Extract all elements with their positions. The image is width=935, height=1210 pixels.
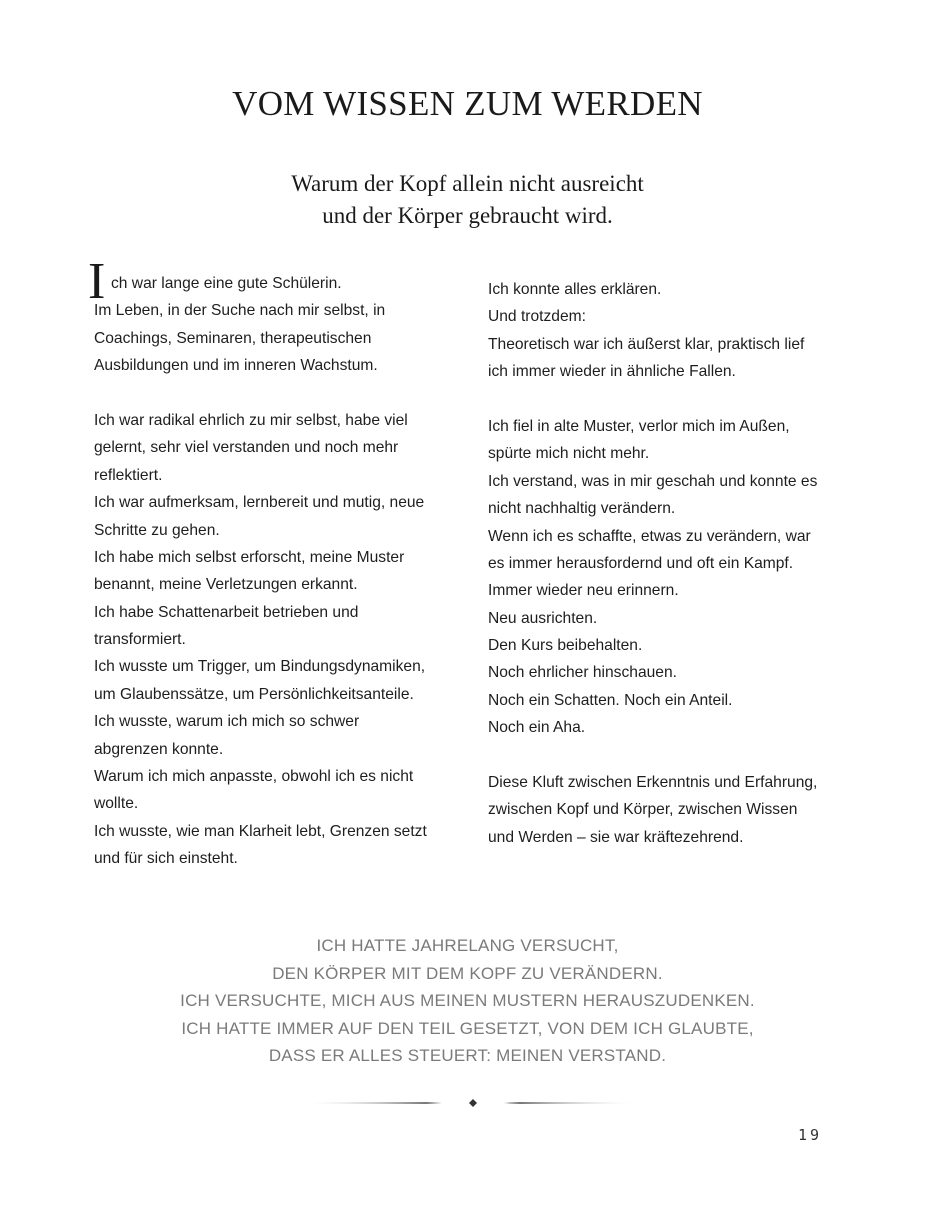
left-text-line: Coachings, Seminaren, therapeutischen	[94, 329, 372, 347]
drop-cap: I	[88, 253, 106, 310]
first-line	[88, 253, 456, 310]
left-text-line: reflektiert.	[94, 466, 163, 484]
left-text-line: Ich wusste, warum ich mich so schwer	[94, 713, 360, 731]
quote-line: ICH HATTE IMMER AUF DEN TEIL GESETZT, VON DEM ICH GLAUBTE,	[181, 1018, 754, 1038]
first-line-text: ch war lange eine gute Schülerin.	[111, 275, 342, 292]
diamond-divider-icon	[296, 1094, 648, 1112]
right-text-line: Immer wieder neu erinnern.	[488, 582, 679, 600]
left-text-line: Ausbildungen und im inneren Wachstum.	[94, 357, 378, 375]
right-paragraph-gap	[488, 386, 848, 413]
right-text-line: Noch ein Schatten. Noch ein Anteil.	[488, 691, 733, 709]
right-text-line: es immer herausfordernd und oft ein Kampf.	[488, 554, 794, 572]
right-text-line: Den Kurs beibehalten.	[488, 637, 643, 655]
right-text-line: Noch ein Aha.	[488, 719, 586, 737]
pull-quote	[0, 932, 935, 1070]
left-text-line: um Glaubenssätze, um Persönlichkeitsanteile.	[94, 685, 414, 703]
left-text-line: wollte.	[94, 795, 139, 813]
left-text-line: und für sich einsteht.	[94, 850, 238, 868]
right-text-line: Noch ehrlicher hinschauen.	[488, 664, 677, 682]
page-subtitle	[0, 168, 935, 232]
right-text-line: nicht nachhaltig verändern.	[488, 500, 676, 518]
right-paragraph-gap	[488, 742, 848, 769]
left-text-line: Ich wusste um Trigger, um Bindungsdynamiken,	[94, 658, 426, 676]
left-text-line: Ich wusste, wie man Klarheit lebt, Grenzen setzt	[94, 822, 427, 840]
left-text-line: transformiert.	[94, 631, 186, 649]
subtitle-line-1: Warum der Kopf allein nicht ausreicht	[291, 171, 644, 196]
left-text-line: Im Leben, in der Suche nach mir selbst, in	[94, 302, 386, 320]
left-text-line: Schritte zu gehen.	[94, 521, 220, 539]
quote-line: DEN KÖRPER MIT DEM KOPF ZU VERÄNDERN.	[272, 963, 663, 983]
left-text-line: gelernt, sehr viel verstanden und noch mehr	[94, 439, 399, 457]
right-text-line: Ich verstand, was in mir geschah und konnte es	[488, 472, 818, 490]
quote-line: ICH VERSUCHTE, MICH AUS MEINEN MUSTERN HERAUSZUDENKEN.	[180, 991, 755, 1011]
left-paragraph-gap	[94, 380, 456, 407]
left-column-lines	[94, 297, 456, 872]
left-column	[88, 253, 456, 873]
left-text-line: Ich war radikal ehrlich zu mir selbst, habe viel	[94, 411, 408, 429]
left-text-line: Ich habe mich selbst erforscht, meine Muster	[94, 548, 405, 566]
left-text-line: abgrenzen konnte.	[94, 740, 224, 758]
left-text-line: Warum ich mich anpasste, obwohl ich es nicht	[94, 768, 414, 786]
left-text-line: Ich habe Schattenarbeit betrieben und	[94, 603, 359, 621]
right-text-line: Ich konnte alles erklären.	[488, 281, 662, 298]
right-text-line: zwischen Kopf und Körper, zwischen Wissen	[488, 801, 798, 819]
right-text-line: und Werden – sie war kräftezehrend.	[488, 828, 744, 846]
right-column	[488, 276, 848, 851]
quote-line: DASS ER ALLES STEUERT: MEINEN VERSTAND.	[268, 1046, 667, 1066]
right-text-line: ich immer wieder in ähnliche Fallen.	[488, 363, 736, 381]
subtitle-line-2: und der Körper gebraucht wird.	[322, 203, 613, 228]
quote-line: ICH HATTE JAHRELANG VERSUCHT,	[316, 936, 619, 955]
page-number: 19	[798, 1126, 823, 1144]
left-text-line: Ich war aufmerksam, lernbereit und mutig, neue	[94, 494, 425, 512]
right-text-line: Diese Kluft zwischen Erkenntnis und Erfahrung,	[488, 774, 818, 792]
right-text-line: Wenn ich es schaffte, etwas zu verändern, war	[488, 527, 811, 545]
left-text-line: benannt, meine Verletzungen erkannt.	[94, 576, 358, 594]
page-title: VOM WISSEN ZUM WERDEN	[232, 84, 703, 123]
right-column-lines	[488, 276, 848, 851]
right-text-line: Ich fiel in alte Muster, verlor mich im Außen,	[488, 417, 790, 435]
right-text-line: Neu ausrichten.	[488, 609, 598, 627]
right-text-line: Und trotzdem:	[488, 308, 586, 326]
right-text-line: Theoretisch war ich äußerst klar, praktisch lief	[488, 335, 805, 353]
right-text-line: spürte mich nicht mehr.	[488, 445, 650, 463]
